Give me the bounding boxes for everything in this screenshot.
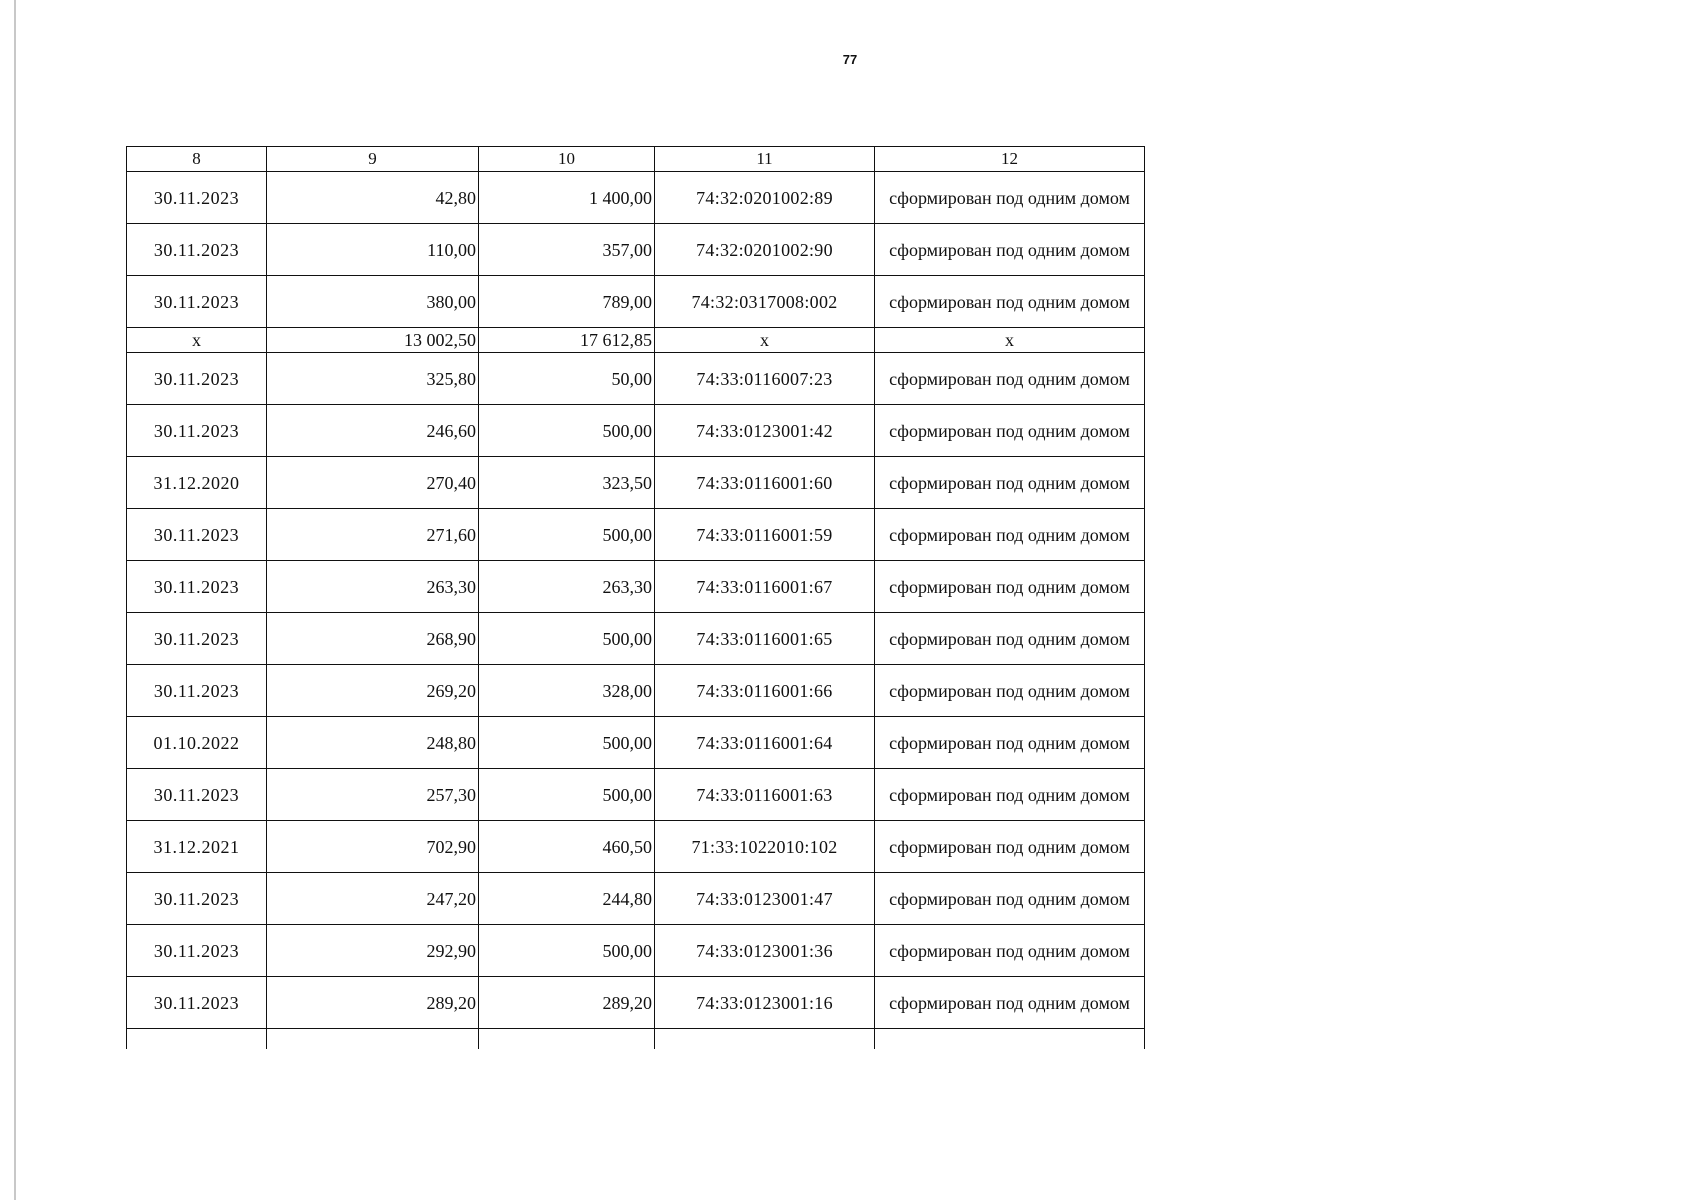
- total-cell-10: 17 612,85: [479, 328, 655, 353]
- note-cell: сформирован под одним домом: [875, 925, 1145, 977]
- value-9-cell: 380,00: [267, 276, 479, 328]
- cadastral-number-cell: 74:32:0201002:89: [655, 172, 875, 224]
- note-cell: сформирован под одним домом: [875, 405, 1145, 457]
- table-row: [127, 873, 1145, 925]
- table-row: [127, 276, 1145, 328]
- date-cell: 01.10.2022: [127, 717, 267, 769]
- note-cell: сформирован под одним домом: [875, 509, 1145, 561]
- note-cell: сформирован под одним домом: [875, 769, 1145, 821]
- note-cell: сформирован под одним домом: [875, 977, 1145, 1029]
- date-cell: 30.11.2023: [127, 561, 267, 613]
- value-9-cell: 248,80: [267, 717, 479, 769]
- note-cell: сформирован под одним домом: [875, 172, 1145, 224]
- table-row: [127, 353, 1145, 405]
- table-row: [127, 665, 1145, 717]
- date-cell: 30.11.2023: [127, 353, 267, 405]
- value-10-cell: 263,30: [479, 561, 655, 613]
- cadastral-number-cell: 71:33:1022010:102: [655, 821, 875, 873]
- empty-cell: [479, 1029, 655, 1050]
- date-cell: 30.11.2023: [127, 405, 267, 457]
- cadastral-number-cell: 74:33:0116001:63: [655, 769, 875, 821]
- note-cell: сформирован под одним домом: [875, 665, 1145, 717]
- value-9-cell: 246,60: [267, 405, 479, 457]
- cadastral-number-cell: 74:32:0201002:90: [655, 224, 875, 276]
- value-10-cell: 500,00: [479, 717, 655, 769]
- table-continuation-row: [127, 1029, 1145, 1050]
- table-row: [127, 613, 1145, 665]
- table-row: [127, 405, 1145, 457]
- date-cell: 30.11.2023: [127, 665, 267, 717]
- total-row: [127, 328, 1145, 353]
- cadastral-number-cell: 74:33:0123001:42: [655, 405, 875, 457]
- value-10-cell: 500,00: [479, 769, 655, 821]
- value-10-cell: 323,50: [479, 457, 655, 509]
- empty-cell: [127, 1029, 267, 1050]
- date-cell: 30.11.2023: [127, 977, 267, 1029]
- note-cell: сформирован под одним домом: [875, 613, 1145, 665]
- cadastral-number-cell: 74:33:0123001:16: [655, 977, 875, 1029]
- value-10-cell: 789,00: [479, 276, 655, 328]
- value-9-cell: 268,90: [267, 613, 479, 665]
- total-cell-9: 13 002,50: [267, 328, 479, 353]
- value-10-cell: 500,00: [479, 613, 655, 665]
- empty-cell: [875, 1029, 1145, 1050]
- date-cell: 30.11.2023: [127, 873, 267, 925]
- header-cell-11: 11: [655, 147, 875, 172]
- cadastral-number-cell: 74:33:0123001:36: [655, 925, 875, 977]
- table-row: [127, 172, 1145, 224]
- page-number: 77: [842, 52, 858, 67]
- cadastral-number-cell: 74:33:0116007:23: [655, 353, 875, 405]
- value-10-cell: 244,80: [479, 873, 655, 925]
- header-row: [127, 147, 1145, 172]
- note-cell: сформирован под одним домом: [875, 353, 1145, 405]
- table-row: [127, 561, 1145, 613]
- cadastral-number-cell: 74:33:0116001:60: [655, 457, 875, 509]
- table-row: [127, 717, 1145, 769]
- value-10-cell: 460,50: [479, 821, 655, 873]
- table-row: [127, 925, 1145, 977]
- note-cell: сформирован под одним домом: [875, 873, 1145, 925]
- cadastral-number-cell: 74:32:0317008:002: [655, 276, 875, 328]
- value-9-cell: 257,30: [267, 769, 479, 821]
- note-cell: сформирован под одним домом: [875, 224, 1145, 276]
- table-row: [127, 509, 1145, 561]
- date-cell: 30.11.2023: [127, 172, 267, 224]
- value-10-cell: 500,00: [479, 925, 655, 977]
- value-9-cell: 269,20: [267, 665, 479, 717]
- table-row: [127, 977, 1145, 1029]
- note-cell: сформирован под одним домом: [875, 561, 1145, 613]
- value-10-cell: 289,20: [479, 977, 655, 1029]
- date-cell: 31.12.2020: [127, 457, 267, 509]
- value-10-cell: 50,00: [479, 353, 655, 405]
- header-cell-10: 10: [479, 147, 655, 172]
- cadastral-number-cell: 74:33:0123001:47: [655, 873, 875, 925]
- note-cell: сформирован под одним домом: [875, 821, 1145, 873]
- value-10-cell: 357,00: [479, 224, 655, 276]
- cadastral-number-cell: 74:33:0116001:65: [655, 613, 875, 665]
- header-cell-9: 9: [267, 147, 479, 172]
- cadastral-number-cell: 74:33:0116001:59: [655, 509, 875, 561]
- value-9-cell: 289,20: [267, 977, 479, 1029]
- value-10-cell: 328,00: [479, 665, 655, 717]
- note-cell: сформирован под одним домом: [875, 276, 1145, 328]
- date-cell: 30.11.2023: [127, 925, 267, 977]
- cadastral-number-cell: 74:33:0116001:67: [655, 561, 875, 613]
- value-9-cell: 325,80: [267, 353, 479, 405]
- table-row: [127, 769, 1145, 821]
- total-cell-8: x: [127, 328, 267, 353]
- value-10-cell: 500,00: [479, 405, 655, 457]
- table-row: [127, 224, 1145, 276]
- value-9-cell: 270,40: [267, 457, 479, 509]
- total-cell-11: x: [655, 328, 875, 353]
- date-cell: 30.11.2023: [127, 224, 267, 276]
- value-10-cell: 500,00: [479, 509, 655, 561]
- empty-cell: [655, 1029, 875, 1050]
- date-cell: 30.11.2023: [127, 769, 267, 821]
- date-cell: 30.11.2023: [127, 613, 267, 665]
- scan-edge-line: [14, 0, 16, 1200]
- value-9-cell: 271,60: [267, 509, 479, 561]
- cadastral-number-cell: 74:33:0116001:64: [655, 717, 875, 769]
- note-cell: сформирован под одним домом: [875, 717, 1145, 769]
- header-cell-8: 8: [127, 147, 267, 172]
- value-9-cell: 263,30: [267, 561, 479, 613]
- value-9-cell: 247,20: [267, 873, 479, 925]
- cadastral-number-cell: 74:33:0116001:66: [655, 665, 875, 717]
- date-cell: 30.11.2023: [127, 276, 267, 328]
- date-cell: 31.12.2021: [127, 821, 267, 873]
- value-10-cell: 1 400,00: [479, 172, 655, 224]
- total-cell-12: x: [875, 328, 1145, 353]
- value-9-cell: 292,90: [267, 925, 479, 977]
- header-cell-12: 12: [875, 147, 1145, 172]
- value-9-cell: 42,80: [267, 172, 479, 224]
- data-table: [126, 146, 1145, 1049]
- table-row: [127, 457, 1145, 509]
- value-9-cell: 110,00: [267, 224, 479, 276]
- value-9-cell: 702,90: [267, 821, 479, 873]
- table-row: [127, 821, 1145, 873]
- note-cell: сформирован под одним домом: [875, 457, 1145, 509]
- date-cell: 30.11.2023: [127, 509, 267, 561]
- empty-cell: [267, 1029, 479, 1050]
